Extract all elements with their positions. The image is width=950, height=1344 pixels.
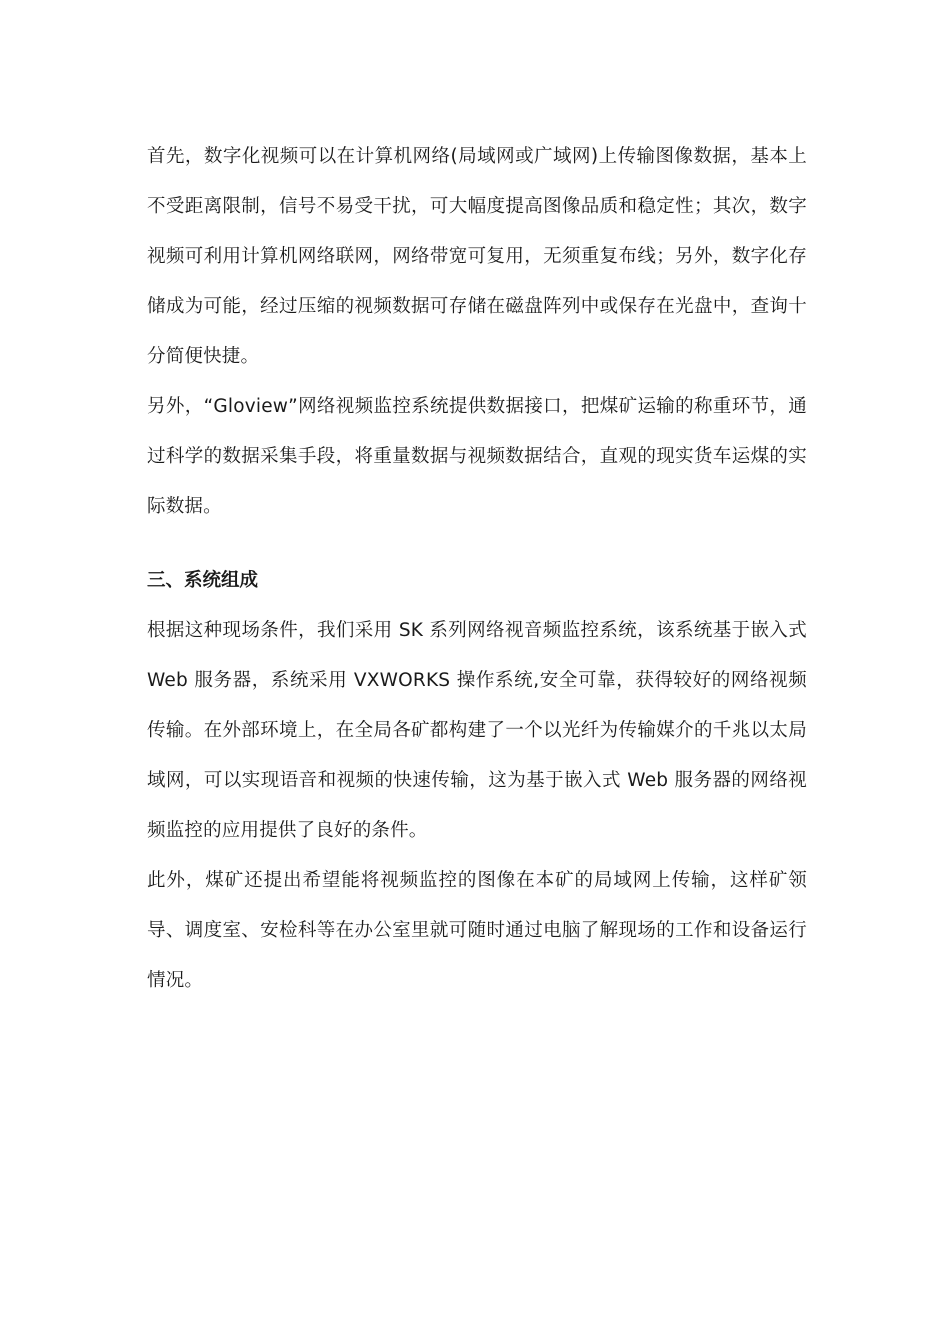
document-page (147, 132, 807, 1006)
paragraph-lan-transmission: 此外，煤矿还提出希望能将视频监控的图像在本矿的局域网上传输，这样矿领导、调度室、安检科等在办公室里就可随时通过电脑了解现场的工作和设备运行情况。 (147, 870, 807, 991)
paragraph-gloview-interface: 另外，“Gloview”网络视频监控系统提供数据接口，把煤矿运输的称重环节，通过科学的数据采集手段，将重量数据与视频数据结合，直观的现实货车运煤的实际数据。 (147, 396, 807, 517)
paragraph-digital-video-advantages: 首先，数字化视频可以在计算机网络(局域网或广域网)上传输图像数据，基本上不受距离限制，信号不易受干扰，可大幅度提高图像品质和稳定性；其次，数字视频可利用计算机网络联网，网络带宽可复用，无须重复布线；另外，数字化存储成为可能，经过压缩的视频数据可存储在磁盘阵列中或保存在光盘中，查询十分简便快捷。 (147, 146, 807, 367)
section-heading-system-composition: 三、系统组成 (147, 570, 259, 591)
paragraph-sk-system: 根据这种现场条件，我们采用 SK 系列网络视音频监控系统，该系统基于嵌入式 Web 服务器，系统采用 VXWORKS 操作系统,安全可靠，获得较好的网络视频传输。在外部环境上，在全局各矿都构建了一个以光纤为传输媒介的千兆以太局域网，可以实现语音和视频的快速传输，这为基于嵌入式 Web 服务器的网络视频监控的应用提供了良好的条件。 (147, 620, 807, 841)
